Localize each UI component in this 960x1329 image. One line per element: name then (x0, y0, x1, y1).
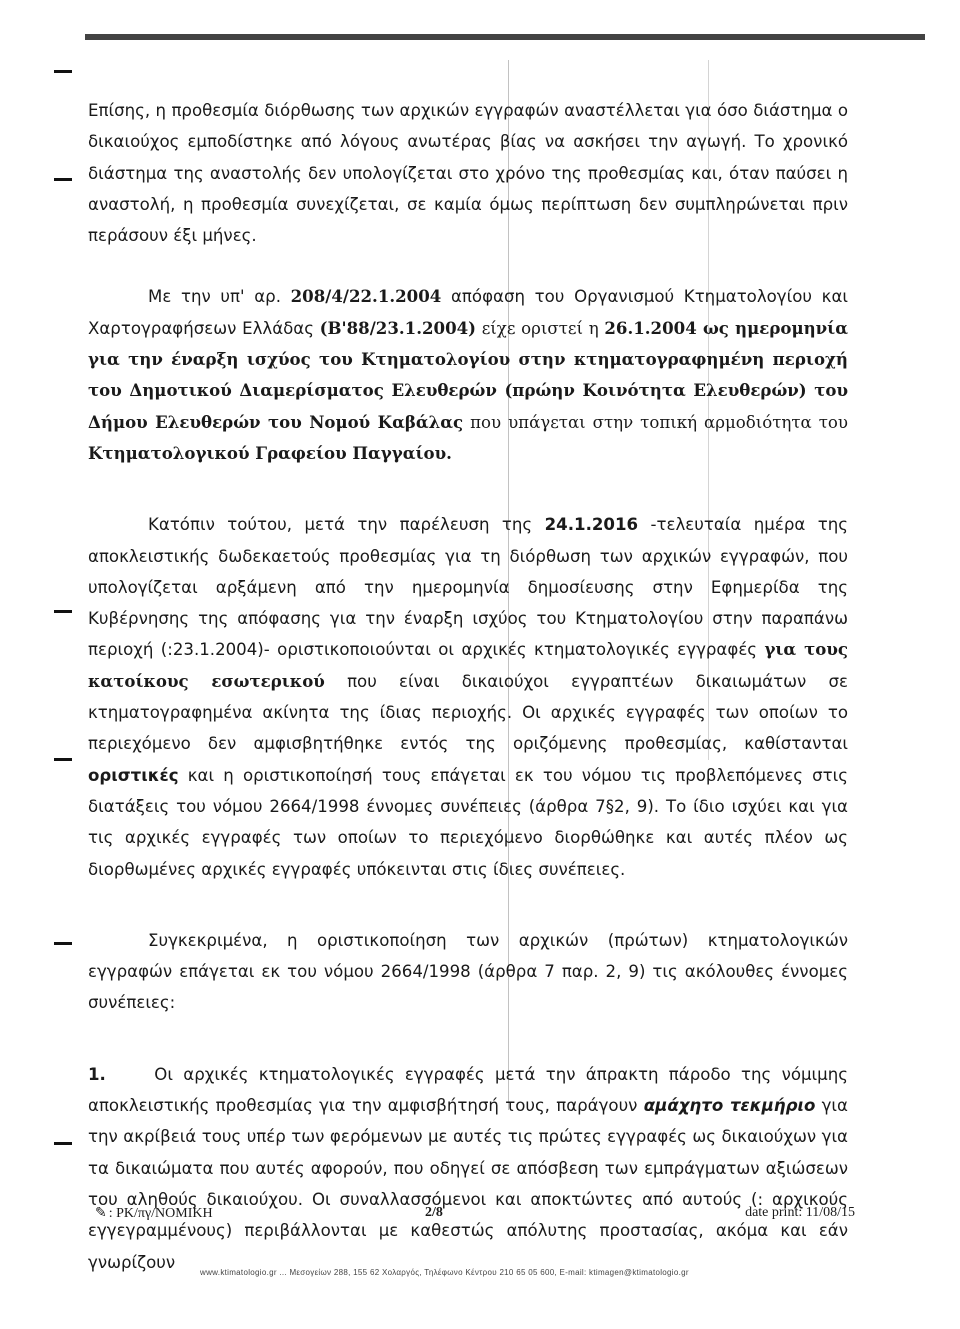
bold-word: οριστικές (88, 765, 179, 785)
bold-text: για τους κατοίκους εσωτερικού (88, 639, 848, 691)
text: που είναι δικαιούχοι εγγραπτέων δικαιωμάτων σε κτηματογραφημένα ακίνητα της ίδιας περιοχής. Οι αρχικές εγγραφές των οποίων το περιεχόμενο δεν αμφισβητήθηκε εντός της οριζόμενης προθεσμίας, καθίστανται (88, 671, 848, 754)
text: ως (696, 317, 736, 338)
text: -τελευταία ημέρα της αποκλειστικής δωδεκαετούς προθεσμίας για τη διόρθωση των αρχικών εγγραφών, που υπολογίζεται αρξάμενη από την ημερομηνία δημοσίευσης στην Εφημερίδα της Κυβέρνησης της απόφασης για την έναρξη ισχύος του Κτηματολογίου στην παραπάνω περιοχή (:23.1.2004)- οριστικοποιούνται οι αρχικές κτηματολογικές εγγραφές (88, 515, 848, 660)
text: Κατόπιν τούτου, μετά την παρέλευση της (148, 515, 545, 535)
paragraph-decision (88, 281, 848, 469)
paragraph-finalization (88, 509, 848, 885)
text: Με την υπ' αρ. (148, 287, 291, 307)
page-footer (95, 1205, 855, 1229)
text: και η οριστικοποίησή τους επάγεται εκ του νόμου τις προβλεπόμενες στις διατάξεις του νόμου 2664/1998 έννομες συνέπειες (άρθρα 7§2, 9). Το ίδιο ισχύει και για τις αρχικές εγγραφές των οποίων το περιεχόμενο διορθώθηκε και αυτές πλέον ως διορθωμένες αρχικές εγγραφές υπόκεινται στις ίδιες συνέπειες. (88, 765, 848, 879)
paragraph-consequences (88, 925, 848, 1019)
list-number: 1. (88, 1064, 106, 1084)
paragraph-suspension (88, 95, 848, 251)
footer-reference (95, 1205, 213, 1222)
footer-ref-text: : ΡΚ/πγ/ΝΟΜΙΚΗ (108, 1206, 213, 1221)
document-body (88, 95, 848, 1278)
office-name: Κτηματολογικού Γραφείου Παγγαίου. (88, 442, 452, 463)
gazette-reference: (Β'88/23.1.2004) (319, 317, 477, 338)
text: Οι αρχικές κτηματολογικές εγγραφές μετά την άπρακτη πάροδο της νόμιμης αποκλειστικής προθεσμίας για την αμφισβήτησή τους, παράγουν (88, 1064, 848, 1116)
emphasis-text: αμάχητο τεκμήριο (643, 1096, 816, 1116)
letterhead-footer-line: www.ktimatologio.gr ... Μεσογείων 288, 155 62 Χολαργός, Τηλέφωνο Κέντρου 210 65 05 600, E-mail: ktimagen@ktimatologio.gr (200, 1268, 689, 1277)
scan-left-margin-marks (0, 0, 60, 1329)
text: που υπάγεται στην τοπική αρμοδιότητα του (463, 412, 848, 432)
bold-text: ημερομηνία για την έναρξη ισχύος του Κτηματολογίου στην κτηματογραφημένη περιοχή του Δημοτικού Διαμερίσματος Ελευθερών (πρώην Κοινότητα Ελευθερών) του Δήμου Ελευθερών του Νομού Καβάλας (88, 317, 848, 432)
paragraph-text: Επίσης, η προθεσμία διόρθωσης των αρχικών εγγραφών αναστέλλεται για όσο διάστημα ο δικαιούχος εμποδίστηκε από λόγους ανωτέρας βίας να ασκήσει την αγωγή. Το χρονικό διάστημα της αναστολής δεν υπολογίζεται στο χρόνο της προθεσμίας και, όταν παύσει η αναστολή, η προθεσμία συνεχίζεται, σε καμία όμως περίπτωση δεν συμπληρώνεται πριν περάσουν έξι μήνες. (88, 101, 848, 246)
folder-icon: ✎ (95, 1206, 107, 1221)
text: για την ακρίβειά τους υπέρ των φερόμενων με αυτές τις πρώτες εγγραφές ως δικαιούχων για τα δικαιώματα που αυτές αφορούν, που οδηγεί σε απόσβεση των εμπράγματων αξιώσεων του αληθούς δικαιούχου. Οι συναλλασσόμενοι και αποκτώντες από αυτούς (: αρχικούς εγγεγραμμένους) περιβάλλονται με καθεστώς απόλυτης προστασίας, ακόμα και εάν γνωρίζουν (88, 1096, 848, 1272)
deadline-date: 24.1.2016 (544, 515, 639, 535)
paragraph-text: Συγκεκριμένα, η οριστικοποίηση των αρχικών (πρώτων) κτηματολογικών εγγραφών επάγεται εκ του νόμου 2664/1998 (άρθρα 7 παρ. 2, 9) τις ακόλουθες έννομες συνέπειες: (88, 930, 848, 1013)
text: είχε οριστεί η (476, 318, 605, 338)
page-number: 2/8 (425, 1205, 443, 1220)
list-item-1 (88, 1059, 848, 1278)
text: απόφαση του Οργανισμού Κτηματολογίου και Χαρτογραφήσεων Ελλάδας (88, 287, 849, 338)
start-date: 26.1.2004 (604, 317, 697, 338)
decision-number: 208/4/22.1.2004 (290, 286, 442, 307)
scan-top-border (85, 34, 925, 40)
print-date: date print: 11/08/15 (745, 1205, 855, 1220)
